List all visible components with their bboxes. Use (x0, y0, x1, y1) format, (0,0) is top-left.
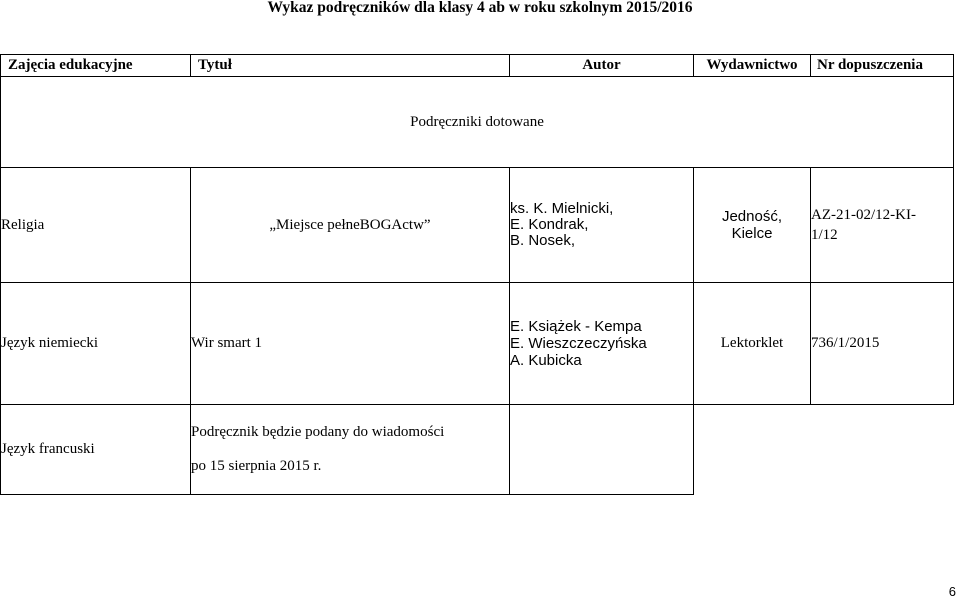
note-line: Podręcznik będzie podany do wiadomości (191, 424, 445, 440)
subject-cell: Język francuski (1, 405, 191, 495)
subject-cell: Religia (1, 168, 191, 283)
approval-line: 1/12 (811, 227, 838, 243)
column-header-publisher: Wydawnictwo (694, 55, 811, 77)
author-line: B. Nosek, (510, 232, 576, 249)
author-line: ks. K. Mielnicki, (510, 200, 614, 217)
section-row (1, 77, 954, 168)
author-line: A. Kubicka (510, 352, 582, 369)
approval-line: AZ-21-02/12-KI- (811, 207, 916, 223)
column-header-title: Tytuł (191, 55, 510, 77)
publisher-cell: Lektorklet (694, 283, 811, 405)
table-row (1, 283, 954, 405)
note-cell (191, 405, 510, 495)
page-number: 6 (948, 584, 956, 599)
publisher-line: Kielce (731, 225, 773, 242)
section-title: Podręczniki dotowane (1, 77, 954, 168)
document-title: Wykaz podręczników dla klasy 4 ab w roku szkolnym 2015/2016 (267, 0, 693, 16)
column-header-author: Autor (510, 55, 694, 77)
column-header-approval-number: Nr dopuszczenia (811, 55, 954, 77)
publisher-line: Jedność, (721, 208, 783, 225)
approval-number-cell (811, 168, 954, 283)
author-line: E. Wieszczeczyńska (510, 335, 647, 352)
title-cell: „Miejsce pełneBOGActw” (191, 168, 510, 283)
table-row (1, 168, 954, 283)
subject-cell: Język niemiecki (1, 283, 191, 405)
author-cell (510, 283, 694, 405)
title-cell: Wir smart 1 (191, 283, 510, 405)
textbook-table (0, 54, 954, 495)
empty-cell (510, 405, 694, 495)
table-header-row (1, 55, 954, 77)
author-line: E. Książek - Kempa (510, 318, 642, 335)
column-header-subject: Zajęcia edukacyjne (1, 55, 191, 77)
table-row (1, 405, 954, 495)
note-line: po 15 sierpnia 2015 r. (191, 458, 322, 474)
author-line: E. Kondrak, (510, 216, 589, 233)
publisher-cell (694, 168, 811, 283)
approval-number-cell: 736/1/2015 (811, 283, 954, 405)
author-cell (510, 168, 694, 283)
